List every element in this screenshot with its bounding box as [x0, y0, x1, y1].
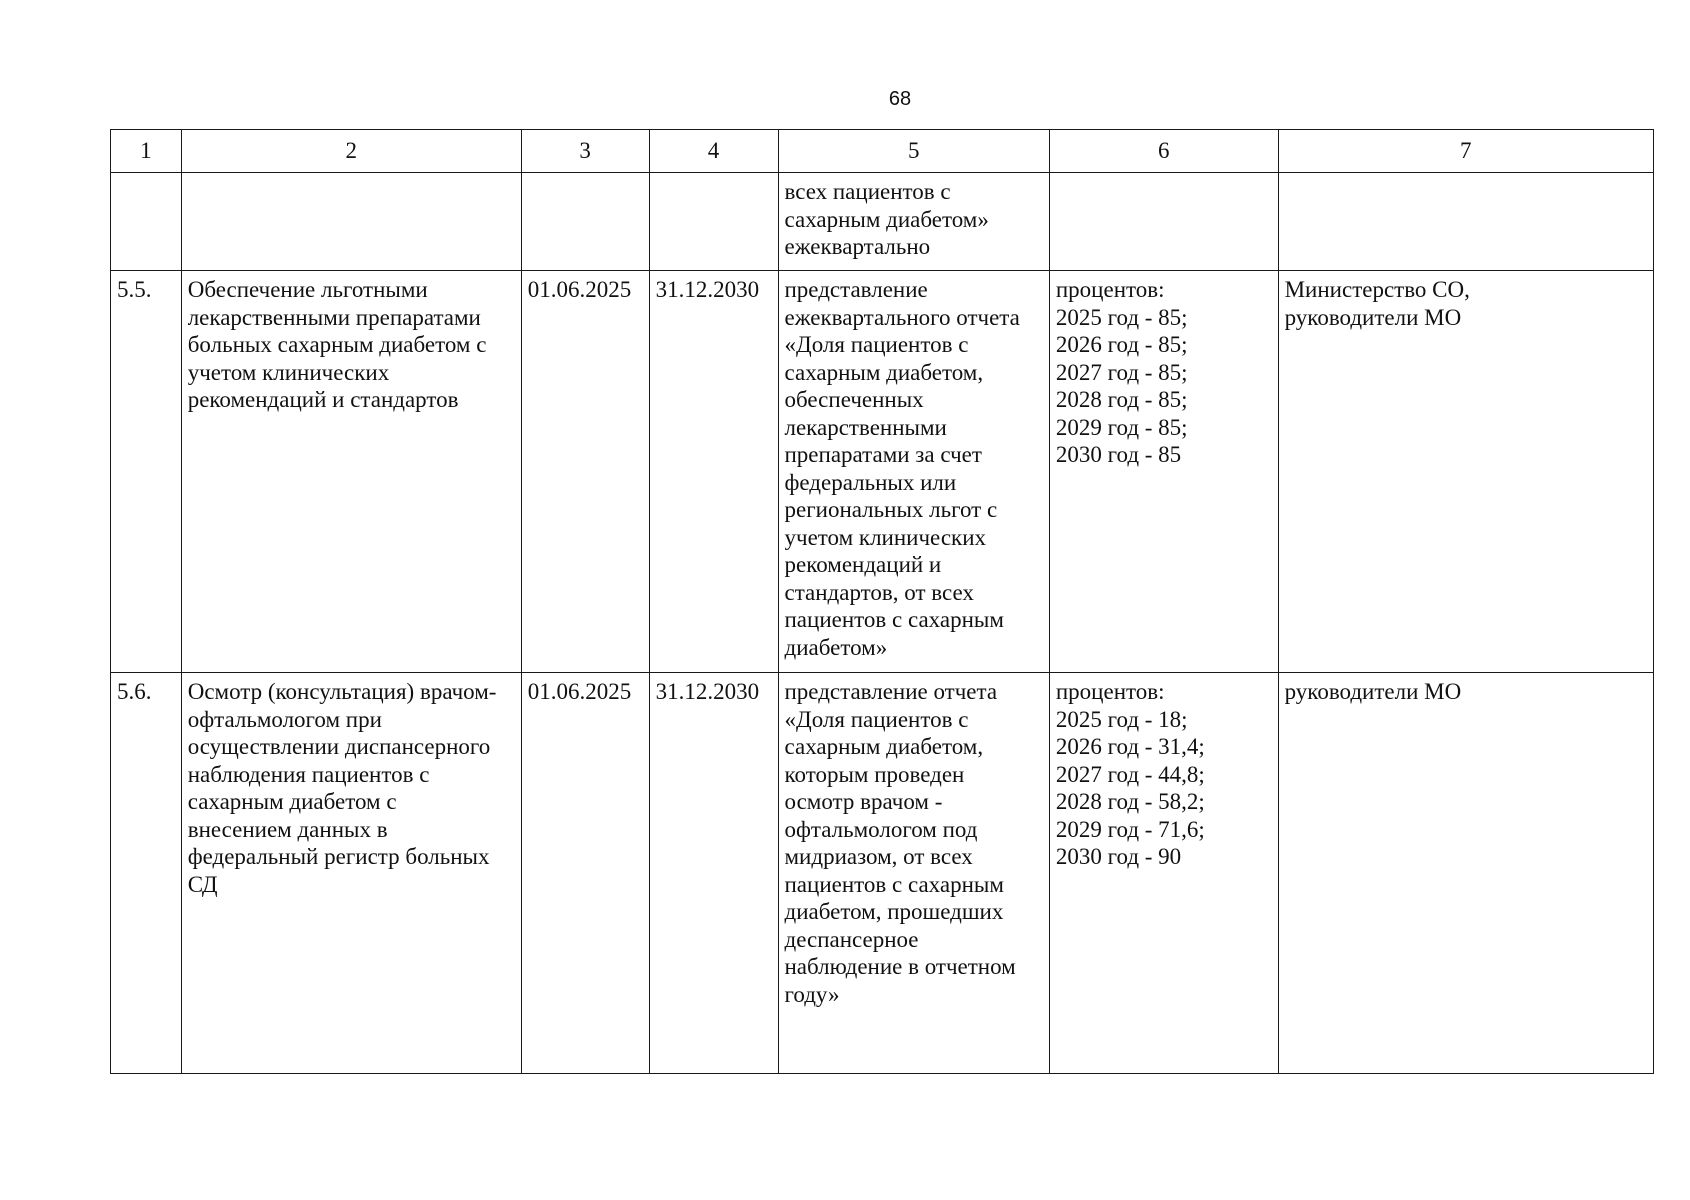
text-line: рекомендаций и — [784, 552, 942, 577]
text-line: рекомендаций и стандартов — [187, 387, 459, 412]
text-line: пациентов с сахарным — [784, 871, 1004, 897]
text-line: офтальмологом под — [784, 816, 978, 842]
row-number-cell: 5.6. — [111, 673, 182, 1074]
text-line: 2027 год - 85; — [1055, 359, 1188, 385]
empty-cell — [181, 173, 521, 271]
text-line: 2028 год - 58,2; — [1055, 789, 1205, 814]
text-line: препаратами за счет — [784, 442, 982, 467]
column-number-cell: 4 — [649, 130, 778, 173]
table-row-5-5 — [111, 271, 1654, 673]
text-line: больных сахарным диабетом с — [187, 332, 487, 357]
text-line: наблюдения пациентов с — [187, 761, 430, 787]
text-line: сахарным диабетом, — [784, 359, 984, 385]
empty-cell — [1049, 173, 1278, 271]
target-values-cell — [1049, 271, 1278, 673]
continuation-row — [111, 173, 1654, 271]
text-line: 2030 год - 85 — [1055, 442, 1182, 467]
text-line: руководители МО — [1284, 304, 1462, 330]
text-line: «Доля пациентов с — [784, 706, 969, 732]
responsible-cell — [1278, 271, 1653, 673]
row-number-cell: 5.5. — [111, 271, 182, 673]
start-date-cell: 01.06.2025 — [521, 271, 649, 673]
text-line: диабетом» — [784, 634, 888, 660]
page-number: 68 — [888, 88, 912, 110]
text-line: 2026 год - 85; — [1055, 332, 1188, 357]
continuation-result-cell — [778, 173, 1049, 271]
text-line: процентов: — [1055, 679, 1165, 704]
text-line: стандартов, от всех — [784, 579, 974, 605]
text-line: 2030 год - 90 — [1055, 844, 1182, 869]
text-line: сахарным диабетом с — [187, 789, 397, 814]
end-date-cell: 31.12.2030 — [649, 271, 778, 673]
text-line: пациентов с сахарным — [784, 607, 1004, 632]
text-line: ежеквартально — [784, 234, 931, 259]
text-line: федеральный регистр больных — [187, 844, 490, 869]
column-number-cell: 1 — [111, 130, 182, 173]
text-line: 2027 год - 44,8; — [1055, 761, 1205, 787]
text-line: учетом клинических — [784, 524, 987, 550]
text-line: Обеспечение льготными — [187, 277, 428, 302]
start-date-cell: 01.06.2025 — [521, 673, 649, 1074]
measure-title-cell — [181, 271, 521, 673]
text-line: 2029 год - 71,6; — [1055, 816, 1205, 842]
text-line: сахарным диабетом, — [784, 734, 984, 759]
text-line: Осмотр (консультация) врачом- — [187, 679, 497, 704]
text-line: региональных льгот с — [784, 497, 998, 522]
text-line: которым проведен — [784, 761, 965, 787]
column-number-row — [111, 130, 1654, 173]
responsible-cell — [1278, 673, 1653, 1074]
measure-title-cell — [181, 673, 521, 1074]
text-line: лекарственными препаратами — [187, 304, 481, 330]
text-line: руководители МО — [1284, 679, 1462, 704]
text-line: Министерство СО, — [1284, 277, 1470, 302]
target-values-cell — [1049, 673, 1278, 1074]
text-line: году» — [784, 981, 840, 1007]
text-line: сахарным диабетом» — [784, 206, 989, 232]
column-number-cell: 5 — [778, 130, 1049, 173]
text-line: внесением данных в — [187, 816, 388, 842]
empty-cell — [521, 173, 649, 271]
text-line: 2029 год - 85; — [1055, 414, 1188, 440]
text-line: осуществлении диспансерного — [187, 734, 491, 759]
text-line: мидриазом, от всех — [784, 844, 973, 869]
column-number-cell: 6 — [1049, 130, 1278, 173]
empty-cell — [649, 173, 778, 271]
empty-cell — [111, 173, 182, 271]
text-line: представление отчета — [784, 679, 998, 704]
text-line: «Доля пациентов с — [784, 332, 969, 357]
text-line: учетом клинических — [187, 359, 390, 385]
column-number-cell: 3 — [521, 130, 649, 173]
text-line: 2028 год - 85; — [1055, 387, 1188, 412]
column-number-cell: 2 — [181, 130, 521, 173]
text-line: деспансерное — [784, 926, 919, 952]
text-line: 2025 год - 18; — [1055, 706, 1188, 732]
text-line: 2025 год - 85; — [1055, 304, 1188, 330]
text-line: ежеквартального отчета — [784, 304, 1020, 330]
empty-cell — [1278, 173, 1653, 271]
column-number-cell: 7 — [1278, 130, 1653, 173]
text-line: 2026 год - 31,4; — [1055, 734, 1205, 759]
end-date-cell: 31.12.2030 — [649, 673, 778, 1074]
result-cell — [778, 673, 1049, 1074]
text-line: СД — [187, 871, 218, 897]
text-line: федеральных или — [784, 469, 957, 495]
text-line: наблюдение в отчетном — [784, 954, 1016, 979]
text-line: обеспеченных — [784, 387, 924, 412]
text-line: осмотр врачом - — [784, 789, 943, 814]
table-row-5-6 — [111, 673, 1654, 1074]
text-line: представление — [784, 277, 928, 302]
text-line: диабетом, прошедших — [784, 899, 1004, 924]
text-line: всех пациентов с — [784, 179, 951, 204]
text-line: офтальмологом при — [187, 706, 382, 732]
result-cell — [778, 271, 1049, 673]
text-line: процентов: — [1055, 277, 1165, 302]
text-line: лекарственными — [784, 414, 947, 440]
plan-table — [110, 129, 1654, 1074]
